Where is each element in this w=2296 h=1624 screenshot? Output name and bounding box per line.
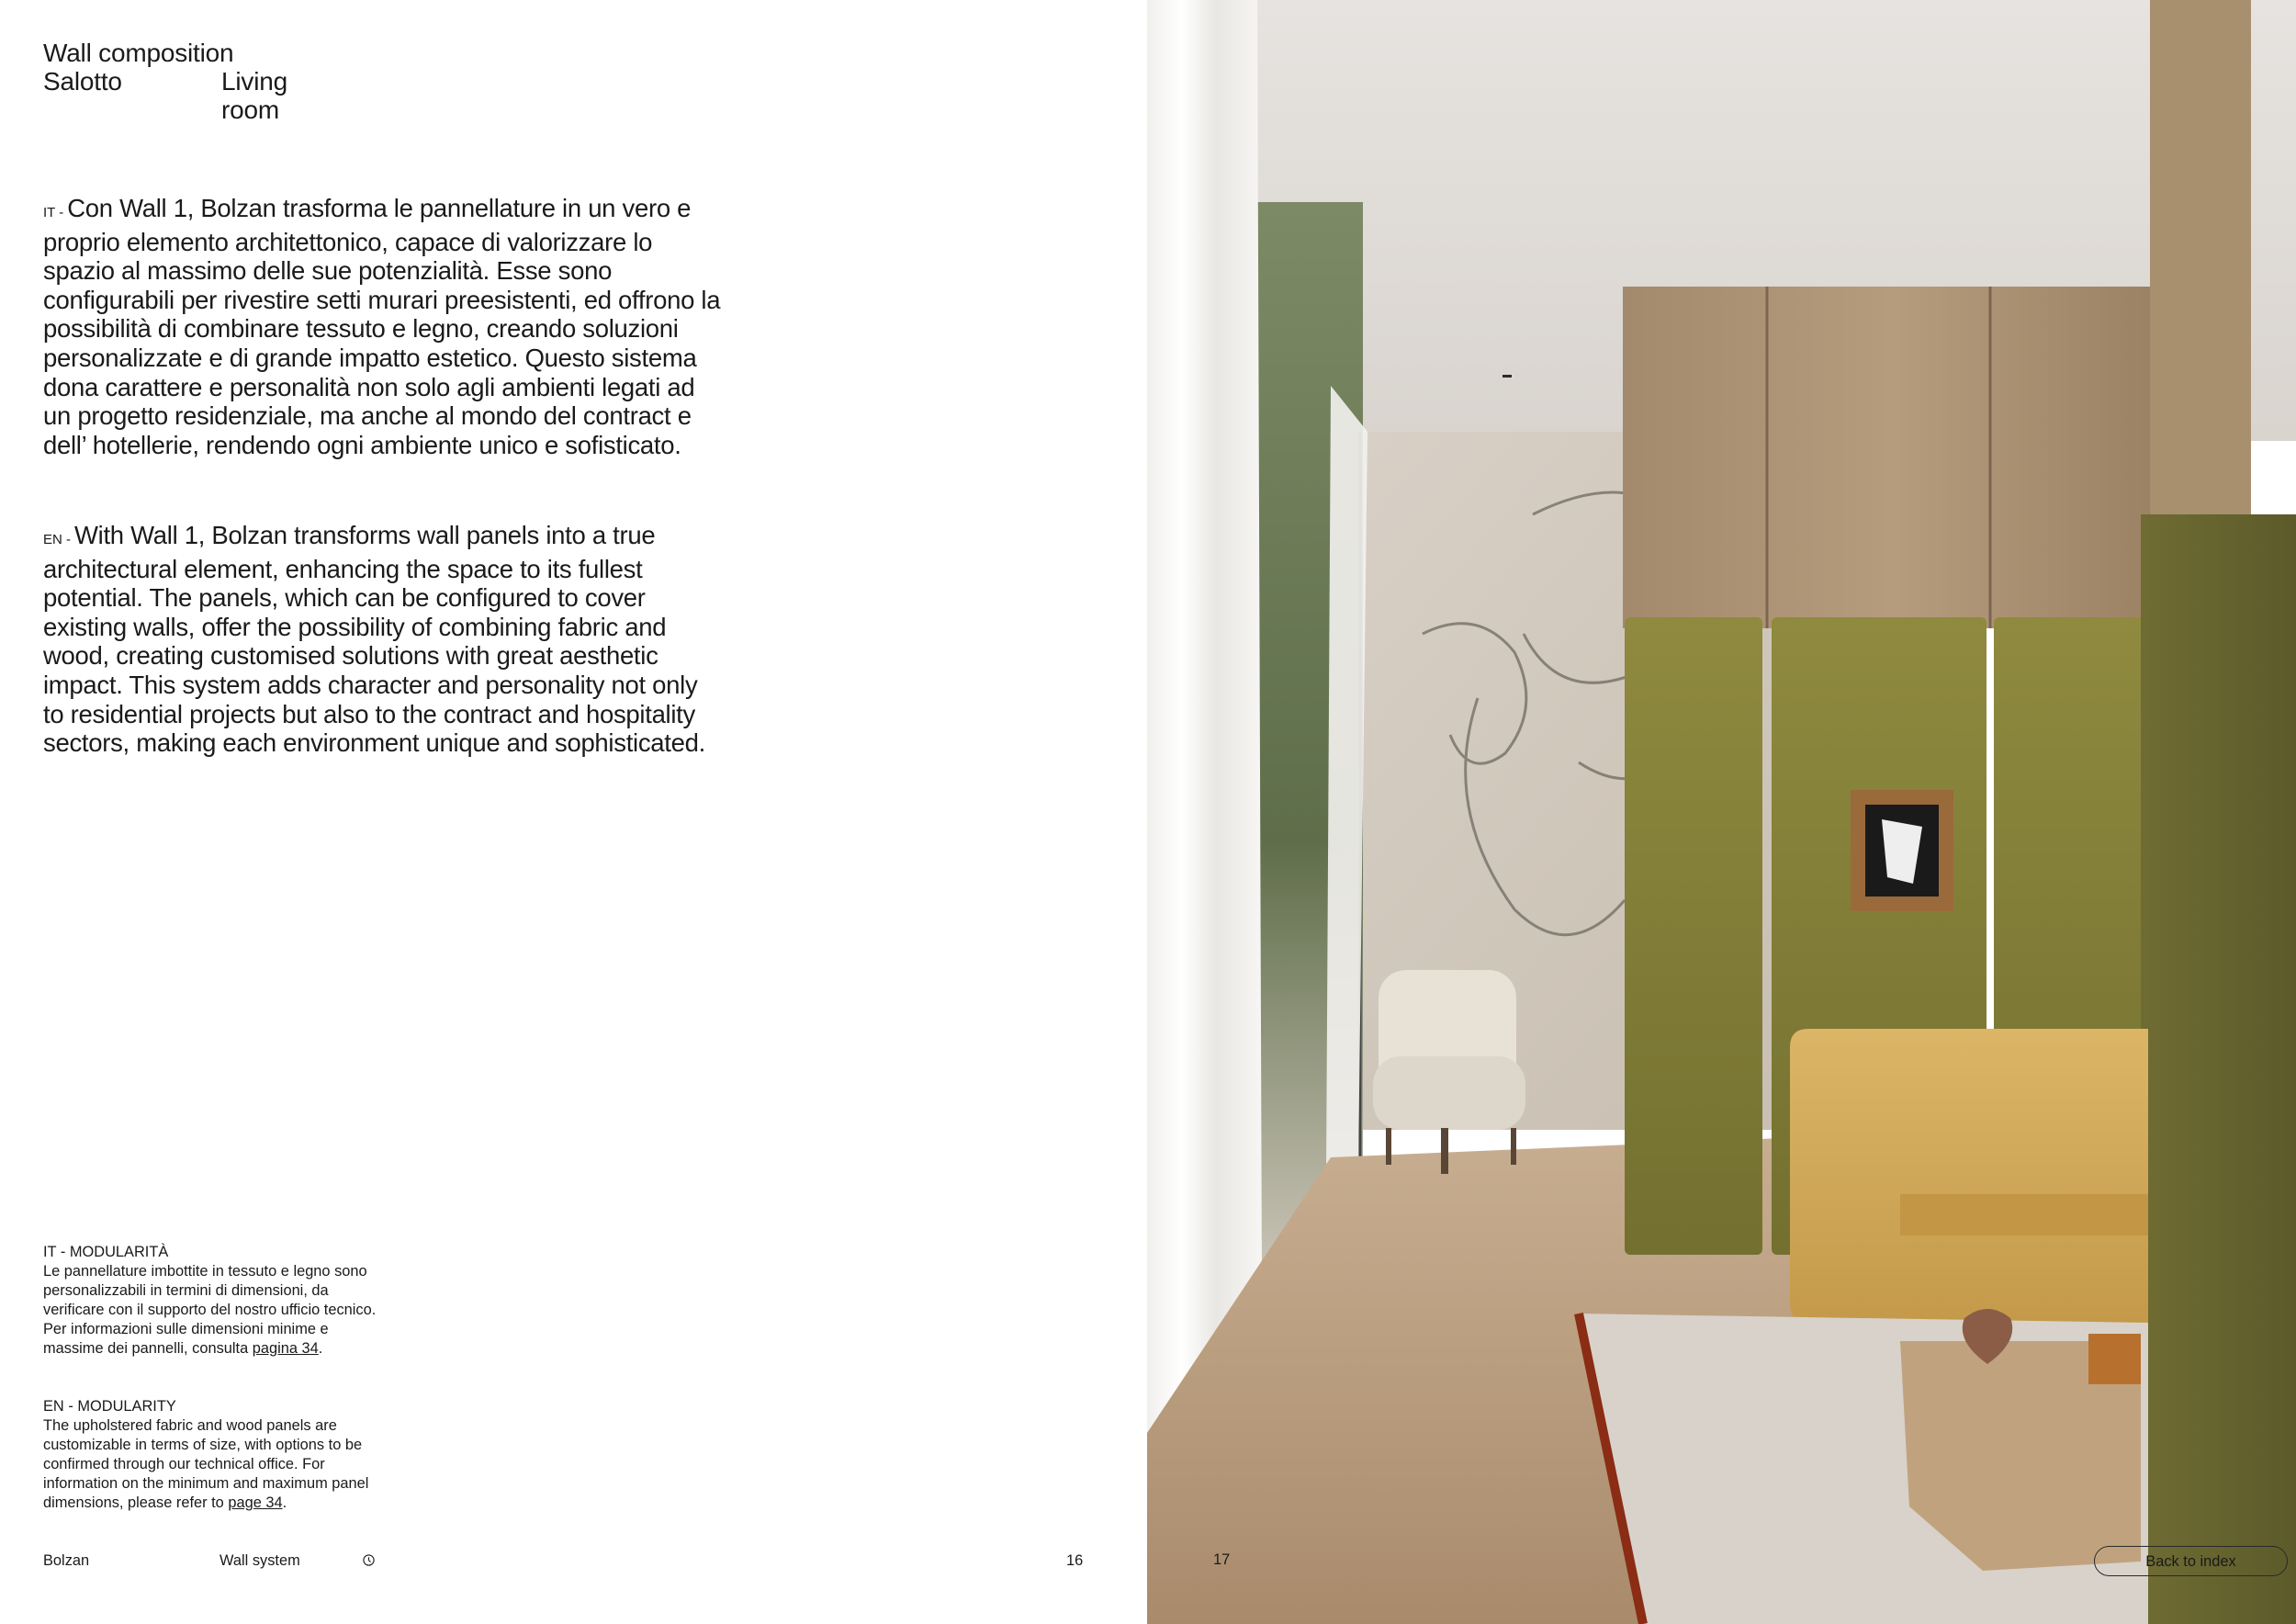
page-number-right: 17: [1213, 1551, 1231, 1568]
modularity-note-en: [43, 1397, 392, 1513]
room-label-it: Salotto: [43, 67, 122, 96]
back-to-index-button[interactable]: Back to index: [2094, 1546, 2288, 1576]
modularity-text-en: The upholstered fabric and wood panels are customizable in terms of size, with options to be confirmed through our technical office. For information on the minimum and maximum panel dimensions, please refer to: [43, 1417, 369, 1511]
page-header: [43, 39, 287, 124]
description-it: [43, 194, 723, 459]
lang-prefix-en: EN -: [43, 532, 71, 547]
curtain-left: [1147, 0, 1262, 1433]
living-room-illustration: [1147, 0, 2296, 1624]
footer-collection: Wall system: [219, 1552, 300, 1569]
sofa: [1790, 1029, 2148, 1323]
room-label-en: Living room: [221, 67, 287, 124]
description-en-text: With Wall 1, Bolzan transforms wall panels into a true architectural element, enhancing the space to its fullest potential. The panels, which can be configured to cover existing walls, offer the possibility of combining fabric and wood, creating customised solutions with great aesthetic impact. This system adds character and personality not only to residential projects but also to the contract and hospitality sectors, making each environment unique and sophisticated.: [43, 521, 705, 758]
modularity-title-en: EN - MODULARITY: [43, 1398, 176, 1415]
lang-prefix-it: IT -: [43, 205, 64, 220]
modularity-text-it: Le pannellature imbottite in tessuto e legno sono personalizzabili in termini di dimensioni, da verificare con il supporto del nostro ufficio tecnico. Per informazioni sulle dimensioni minime e massime dei pannelli, consulta: [43, 1263, 377, 1357]
modularity-title-it: IT - MODULARITÀ: [43, 1244, 169, 1260]
interior-photo: [1147, 0, 2296, 1624]
description-en: [43, 521, 723, 758]
modularity-end-en: .: [282, 1494, 287, 1511]
modularity-end-it: .: [318, 1340, 323, 1357]
modularity-note-it: [43, 1243, 392, 1359]
page-number-left: 16: [1066, 1552, 1084, 1569]
footer-brand: Bolzan: [43, 1552, 90, 1569]
wood-panels: [1623, 287, 2165, 628]
page-link-en[interactable]: page 34: [228, 1494, 283, 1511]
page-title: Wall composition: [43, 39, 234, 67]
description-it-text: Con Wall 1, Bolzan trasforma le pannellature in un vero e proprio elemento architettonico, capace di valorizzare lo spazio al massimo delle sue potenzialità. Esse sono configurabili per rivestire setti murari preesistenti, ed offrono la possibilità di combinare tessuto e legno, creando soluzioni personalizzate e di grande impatto estetico. Questo sistema dona carattere e personalità non solo agli ambienti legati ad un progetto residenziale, ma anche al mondo del contract e dell’ hotellerie, rendendo ogni ambiente unico e sofisticato.: [43, 194, 721, 459]
left-page: [0, 0, 1147, 1624]
wood-column: [2150, 0, 2251, 551]
fabric-pillar: [2141, 514, 2296, 1624]
clock-icon[interactable]: [363, 1554, 375, 1566]
page-link-it[interactable]: pagina 34: [252, 1340, 319, 1357]
fabric-panel: [1625, 617, 1762, 1255]
